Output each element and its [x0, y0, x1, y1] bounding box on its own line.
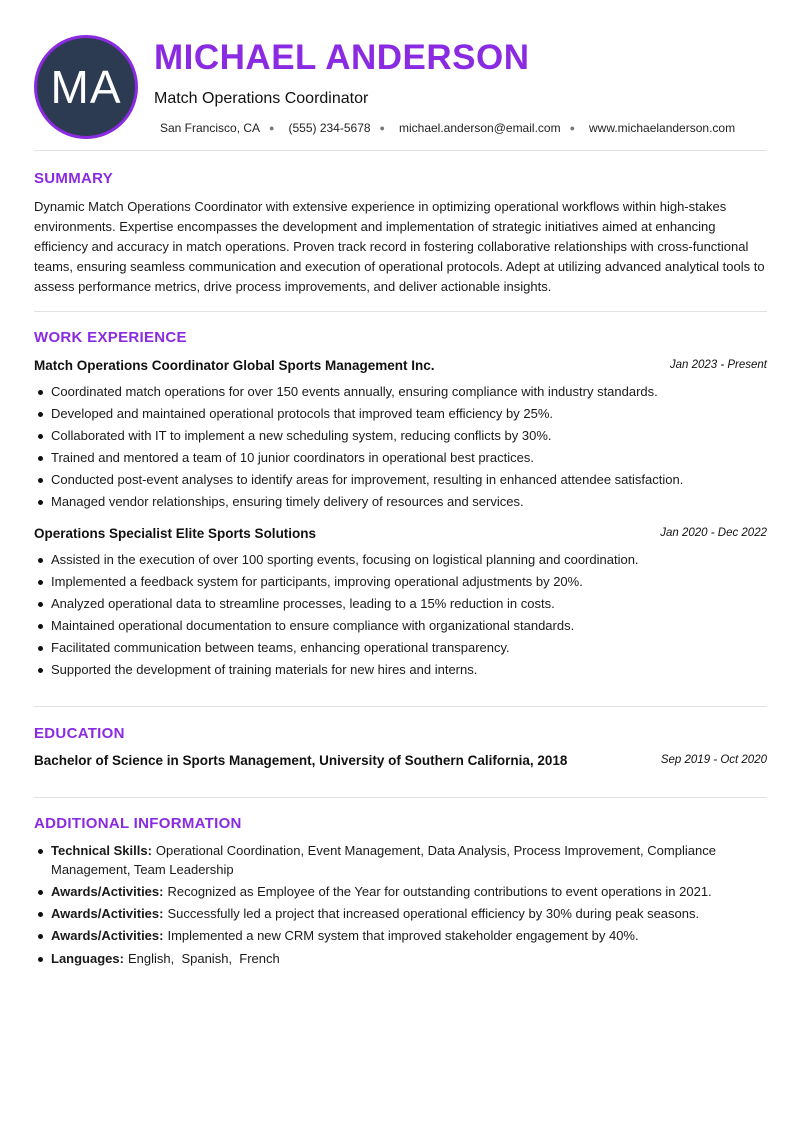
- additional-info-list: [34, 841, 767, 971]
- list-item: Facilitated communication between teams, enhancing operational transparency.: [34, 637, 767, 659]
- contact-website[interactable]: www.michaelanderson.com: [589, 121, 736, 135]
- list-item: [34, 949, 767, 968]
- list-item: Maintained operational documentation to ensure compliance with organizational standards.: [34, 615, 767, 637]
- avatar: [34, 35, 138, 139]
- separator-dot-icon: ●: [379, 123, 385, 133]
- contact-email[interactable]: michael.anderson@email.com: [398, 121, 561, 135]
- candidate-title: Match Operations Coordinator: [154, 90, 369, 107]
- list-item: Supported the development of training materials for new hires and interns.: [34, 659, 767, 681]
- list-item: Developed and maintained operational protocols that improved team efficiency by 25%.: [34, 403, 767, 425]
- list-item: Conducted post-event analyses to identify areas for improvement, resulting in enhanced attendee satisfaction.: [34, 469, 767, 491]
- candidate-name: MICHAEL ANDERSON: [154, 38, 530, 77]
- education-degree: Bachelor of Science in Sports Management, University of Southern California, 2018: [34, 753, 568, 768]
- list-item: [34, 904, 767, 923]
- job-dates: Jan 2023 - Present: [669, 359, 767, 371]
- job-role: Match Operations Coordinator Global Sports Management Inc.: [34, 358, 435, 373]
- education-entry: [34, 753, 767, 771]
- list-item: [34, 882, 767, 901]
- list-item: Coordinated match operations for over 150 events annually, ensuring compliance with industry standards.: [34, 381, 767, 403]
- list-item: Managed vendor relationships, ensuring timely delivery of resources and services.: [34, 491, 767, 513]
- education-heading: EDUCATION: [34, 725, 125, 742]
- job-bullet-list: [34, 381, 767, 513]
- list-item: Trained and mentored a team of 10 junior coordinators in operational best practices.: [34, 447, 767, 469]
- divider: [34, 150, 767, 151]
- separator-dot-icon: ●: [569, 123, 576, 133]
- job-header: [34, 358, 767, 376]
- info-text: Operational Coordination, Event Management, Data Analysis, Process Improvement, Compliance Management, Team Leadership: [51, 843, 716, 877]
- experience-heading: WORK EXPERIENCE: [34, 329, 187, 346]
- separator-dot-icon: ●: [269, 123, 275, 133]
- divider: [34, 797, 767, 798]
- contact-phone: (555) 234-5678: [288, 121, 371, 135]
- job-header: [34, 526, 767, 544]
- list-item: Analyzed operational data to streamline processes, leading to a 15% reduction in costs.: [34, 593, 767, 615]
- list-item: [34, 841, 767, 879]
- info-text: Successfully led a project that increased operational efficiency by 30% during peak seasons.: [167, 906, 700, 921]
- education-dates: Sep 2019 - Oct 2020: [660, 754, 767, 766]
- list-item: Implemented a feedback system for participants, improving operational adjustments by 20%.: [34, 571, 767, 593]
- divider: [34, 706, 767, 707]
- info-label: Awards/Activities:: [51, 884, 164, 899]
- list-item: Assisted in the execution of over 100 sporting events, focusing on logistical planning and coordination.: [34, 549, 767, 571]
- info-text: English, Spanish, French: [127, 951, 280, 966]
- job-role: Operations Specialist Elite Sports Solutions: [34, 526, 317, 541]
- summary-heading: SUMMARY: [34, 170, 114, 187]
- list-item: [34, 926, 767, 945]
- contact-bar: [160, 121, 735, 135]
- info-label: Technical Skills:: [51, 843, 152, 858]
- contact-location: San Francisco, CA: [160, 121, 261, 135]
- summary-text: Dynamic Match Operations Coordinator with extensive experience in optimizing operational workflows within high-stakes environments. Expertise encompasses the development and implementation of strategic initiatives aimed at enhancing efficiency and accuracy in match operations. Proven track record in fostering collaborative relationships with cross-functional teams, ensuring seamless communication and execution of operational protocols. Adept at utilizing advanced analytical tools to assess performance metrics, drive process improvements, and deliver actionable insights.: [34, 199, 765, 294]
- info-text: Recognized as Employee of the Year for outstanding contributions to event operations in 2021.: [167, 884, 712, 899]
- list-item: Collaborated with IT to implement a new scheduling system, reducing conflicts by 30%.: [34, 425, 767, 447]
- info-text: Implemented a new CRM system that improved stakeholder engagement by 40%.: [167, 928, 639, 943]
- info-label: Awards/Activities:: [51, 928, 164, 943]
- info-label: Awards/Activities:: [51, 906, 164, 921]
- job-dates: Jan 2020 - Dec 2022: [660, 527, 767, 539]
- info-label: Languages:: [51, 951, 124, 966]
- job-bullet-list: [34, 549, 767, 681]
- additional-heading: ADDITIONAL INFORMATION: [34, 815, 242, 832]
- avatar-initials: MA: [50, 61, 122, 113]
- divider: [34, 311, 767, 312]
